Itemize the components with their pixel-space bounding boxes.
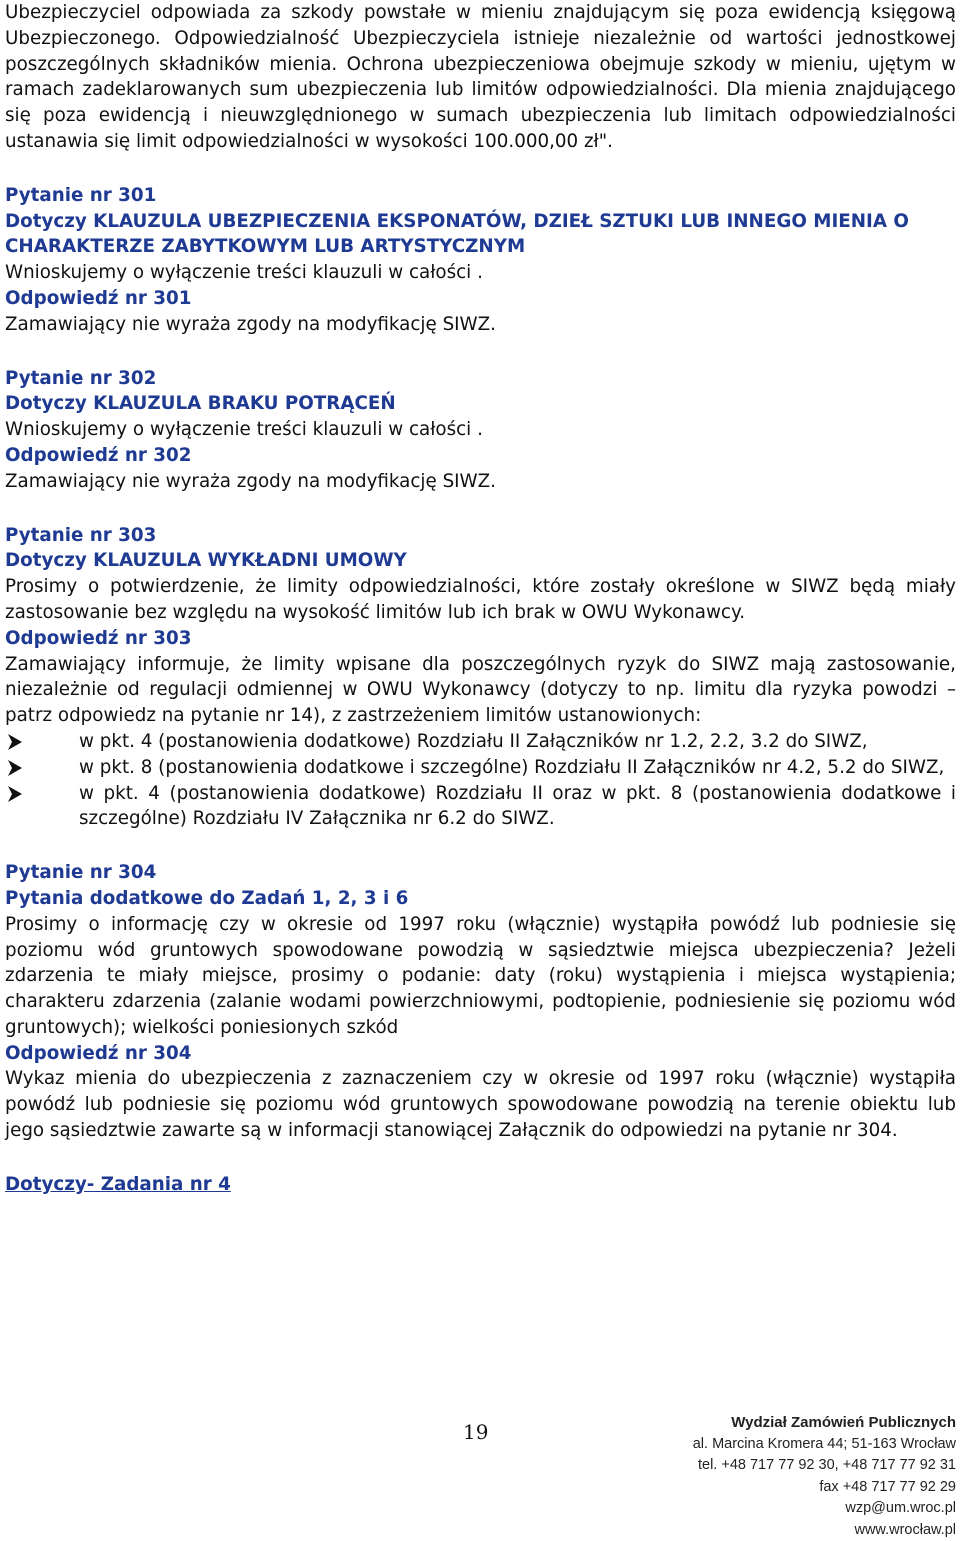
- list-item: [5, 729, 956, 755]
- document-body: [5, 0, 956, 1198]
- question-title: Pytanie nr 303: [5, 524, 157, 546]
- list-item: [5, 781, 956, 833]
- question-304: [5, 860, 956, 1144]
- question-subject: Dotyczy KLAUZULA WYKŁADNI UMOWY: [5, 550, 407, 572]
- question-text: Wnioskujemy o wyłączenie treści klauzuli w całości .: [5, 262, 483, 284]
- intro-paragraph: Ubezpieczyciel odpowiada za szkody powstałe w mieniu znajdującym się poza ewidencją księgową Ubezpieczonego. Odpowiedzialność Ubezpieczyciela istnieje niezależnie od wartości jednostkowej poszczególnych składników mienia. Ochrona ubezpieczeniowa obejmuje szkody w mieniu, ujętym w ramach zadeklarowanych sum ubezpieczenia lub limitów odpowiedzialności. Dla mienia znajdującego się poza ewidencją i nieuwzględnionego w sumach ubezpieczenia lub limitach odpowiedzialności ustanawia się limit odpowiedzialności w wysokości 100.000,00 zł".: [5, 2, 956, 152]
- question-title: Pytanie nr 301: [5, 184, 157, 206]
- page-number: 19: [463, 1420, 489, 1444]
- arrowhead-bullet-icon: [7, 759, 23, 777]
- answer-title: Odpowiedź nr 303: [5, 627, 192, 649]
- footer-address: al. Marcina Kromera 44; 51-163 Wrocław: [692, 1435, 956, 1452]
- question-303: [5, 523, 956, 833]
- limits-list: [5, 729, 956, 832]
- section-heading: Dotyczy- Zadania nr 4: [5, 1173, 231, 1195]
- answer-text: Zamawiający informuje, że limity wpisane dla poszczególnych ryzyk do SIWZ mają zastosowanie, niezależnie od regulacji odmiennej w OWU Wykonawcy (dotyczy to np. limitu dla ryzyka powodzi – patrz odpowiedz na pytanie nr 14), z zastrzeżeniem limitów ustanowionych:: [5, 653, 956, 727]
- answer-title: Odpowiedź nr 301: [5, 287, 192, 309]
- list-item-text: w pkt. 4 (postanowienia dodatkowe) Rozdziału II Załączników nr 1.2, 2.2, 3.2 do SIWZ,: [79, 730, 868, 752]
- footer-website[interactable]: www.wrocław.pl: [854, 1521, 956, 1538]
- question-text: Prosimy o informację czy w okresie od 1997 roku (włącznie) wystąpiła powódź lub podniesie się poziomu wód gruntowych spowodowane powodzią w sąsiedztwie miejsca ubezpieczenia? Jeżeli zdarzenia te miały miejsce, prosimy o podanie: daty (roku) wystąpienia i miejsca wystąpienia; charakteru zdarzenia (zalanie wodami powierzchniowymi, podtopienie, podniesienie się poziomu wód gruntowych); wielkości poniesionych szkód: [5, 913, 956, 1038]
- footer-department: Wydział Zamówień Publicznych: [731, 1414, 956, 1431]
- arrowhead-bullet-icon: [7, 733, 23, 751]
- question-302: [5, 366, 956, 495]
- question-301: [5, 183, 956, 338]
- arrowhead-bullet-icon: [7, 785, 23, 803]
- list-item: [5, 755, 956, 781]
- answer-text: Zamawiający nie wyraża zgody na modyfikację SIWZ.: [5, 470, 496, 492]
- list-item-text: w pkt. 8 (postanowienia dodatkowe i szczególne) Rozdziału II Załączników nr 4.2, 5.2 do SIWZ,: [79, 756, 945, 778]
- question-subject: Dotyczy KLAUZULA BRAKU POTRĄCEŃ: [5, 393, 396, 415]
- answer-title: Odpowiedź nr 302: [5, 444, 192, 466]
- answer-text: Zamawiający nie wyraża zgody na modyfikację SIWZ.: [5, 313, 496, 335]
- answer-title: Odpowiedź nr 304: [5, 1042, 192, 1064]
- footer-email[interactable]: wzp@um.wroc.pl: [845, 1500, 956, 1516]
- answer-text: Wykaz mienia do ubezpieczenia z zaznaczeniem czy w okresie od 1997 roku (włącznie) wystąpiła powódź lub podniesie się poziomu wód gruntowych spowodowane powodzią na terenie obiektu lub jego sąsiedztwie zawarte są w informacji stanowiącej Załącznik do odpowiedzi na pytanie nr 304.: [5, 1068, 956, 1142]
- question-title: Pytanie nr 304: [5, 862, 157, 884]
- footer-fax: fax +48 717 77 92 29: [819, 1478, 956, 1495]
- question-subject: Dotyczy KLAUZULA UBEZPIECZENIA EKSPONATÓW, DZIEŁ SZTUKI LUB INNEGO MIENIA O CHARAKTERZE ZABYTKOWYM LUB ARTYSTYCZNYM: [5, 210, 909, 258]
- question-subject: Pytania dodatkowe do Zadań 1, 2, 3 i 6: [5, 887, 409, 909]
- list-item-text: w pkt. 4 (postanowienia dodatkowe) Rozdziału II oraz w pkt. 8 (postanowienia dodatkowe i szczególne) Rozdziału IV Załącznika nr 6.2 do SIWZ.: [79, 782, 956, 830]
- question-text: Wnioskujemy o wyłączenie treści klauzuli w całości .: [5, 419, 483, 441]
- question-title: Pytanie nr 302: [5, 367, 157, 389]
- footer-contact: [656, 1412, 956, 1541]
- footer-phone: tel. +48 717 77 92 30, +48 717 77 92 31: [697, 1457, 956, 1473]
- question-text: Prosimy o potwierdzenie, że limity odpowiedzialności, które zostały określone w SIWZ będą miały zastosowanie bez względu na wysokość limitów lub ich brak w OWU Wykonawcy.: [5, 576, 956, 623]
